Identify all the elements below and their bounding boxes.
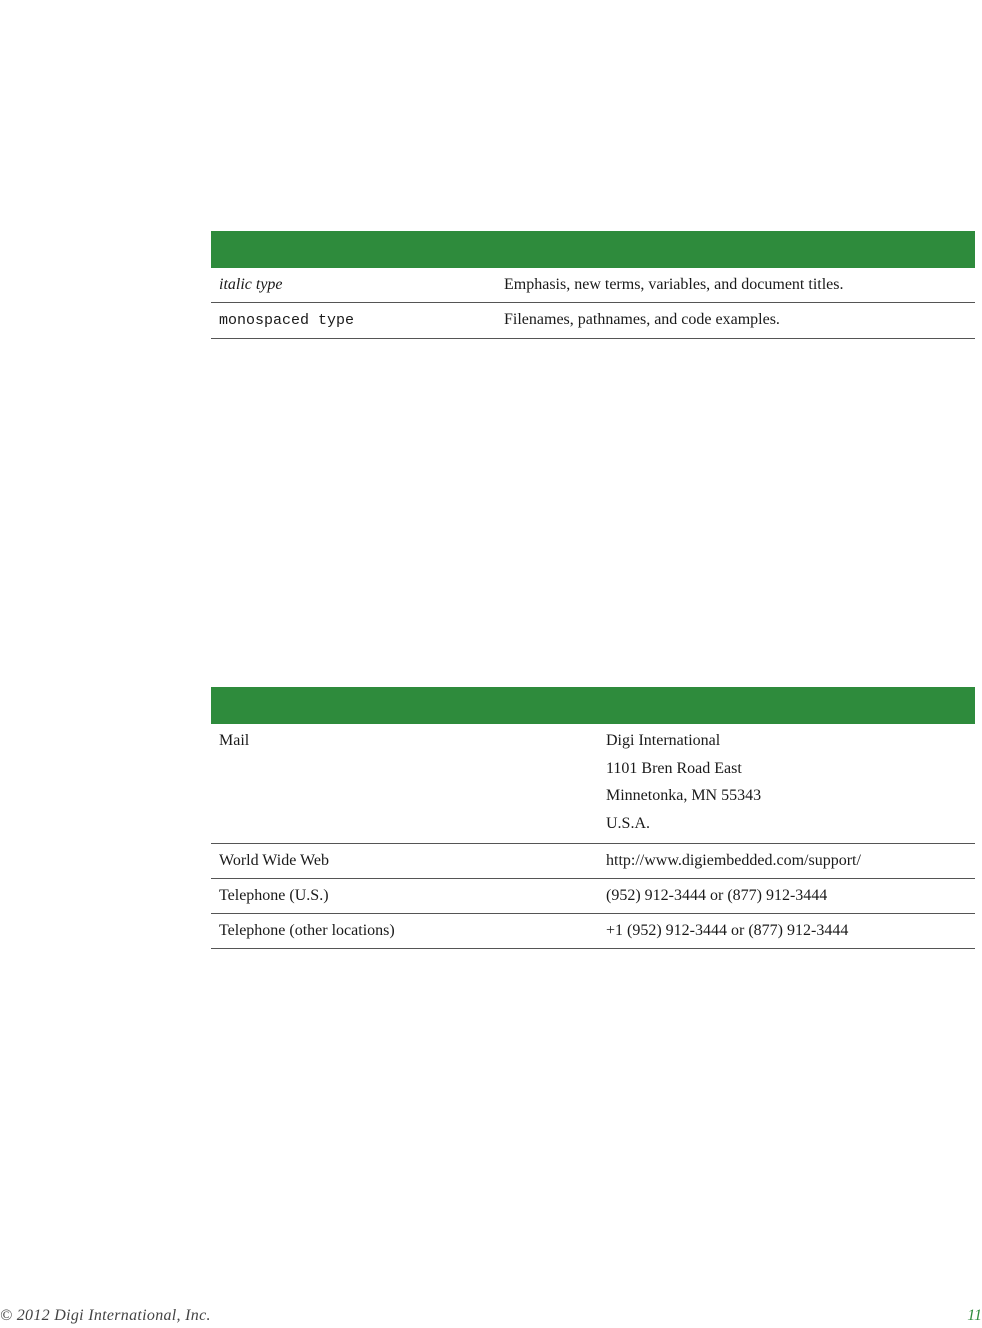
monospaced-type-sample: monospaced type <box>219 312 355 329</box>
address-line: Digi International <box>606 732 721 749</box>
usage-cell: Emphasis, new terms, variables, and document titles. <box>486 268 975 303</box>
support-url[interactable]: http://www.digiembedded.com/support/ <box>590 844 975 879</box>
italic-type-sample: italic type <box>219 276 283 293</box>
footer-copyright: © 2012 Digi International, Inc. <box>0 1307 211 1324</box>
contact-method-cell: Telephone (other locations) <box>211 914 590 949</box>
address-line: Minnetonka, MN 55343 <box>606 787 762 804</box>
contact-method-cell: Mail <box>211 724 590 844</box>
table-row <box>211 724 975 844</box>
table-header-cell <box>211 687 975 724</box>
contact-method-cell: World Wide Web <box>211 844 590 879</box>
address-line: 1101 Bren Road East <box>606 759 742 777</box>
table-row <box>211 303 975 339</box>
us-phone-value: (952) 912-3444 or (877) 912-3444 <box>590 879 975 914</box>
mail-address-cell <box>590 724 975 844</box>
footer-page-number: 11 <box>967 1307 982 1324</box>
contact-table <box>211 687 975 949</box>
address-line: U.S.A. <box>606 814 651 832</box>
table-header-cell <box>211 231 975 268</box>
intl-phone-value: +1 (952) 912-3444 or (877) 912-3444 <box>590 914 975 949</box>
table-header-bar <box>211 231 975 268</box>
table-header-bar <box>211 687 975 724</box>
convention-cell <box>211 268 486 303</box>
table-row <box>211 844 975 879</box>
table-row <box>211 914 975 949</box>
conventions-table <box>211 231 975 339</box>
contact-method-cell: Telephone (U.S.) <box>211 879 590 914</box>
table-row <box>211 879 975 914</box>
convention-cell <box>211 303 486 339</box>
table-row <box>211 268 975 303</box>
usage-cell: Filenames, pathnames, and code examples. <box>486 303 975 339</box>
